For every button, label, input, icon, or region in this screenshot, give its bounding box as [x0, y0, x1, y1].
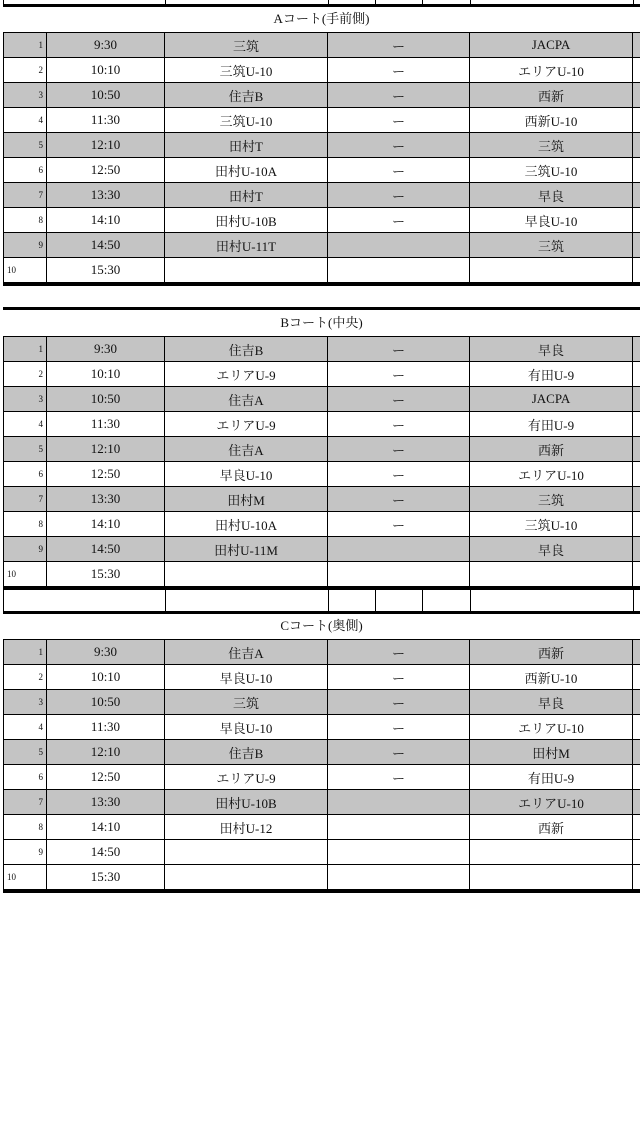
match-number: 9 — [4, 233, 47, 258]
away-team: エリアU-10 — [470, 715, 633, 740]
away-team: 有田U-9 — [470, 765, 633, 790]
match-number: 9 — [4, 840, 47, 865]
home-team: 田村U-11T — [165, 233, 328, 258]
away-team: 西新U-10 — [470, 665, 633, 690]
away-team: 西新 — [470, 83, 633, 108]
home-team — [165, 258, 328, 283]
home-team: 田村U-11M — [165, 537, 328, 562]
home-team: 田村U-10A — [165, 512, 328, 537]
versus-mark: ー — [328, 58, 470, 83]
versus-mark — [328, 865, 470, 890]
court-a-bottom-rule — [3, 283, 640, 286]
away-team: 早良 — [470, 183, 633, 208]
schedule-row — [4, 412, 640, 437]
versus-mark: ー — [328, 158, 470, 183]
home-team: 早良U-10 — [165, 665, 328, 690]
away-team: 早良 — [470, 690, 633, 715]
row-edge — [633, 665, 640, 690]
match-number: 4 — [4, 715, 47, 740]
versus-mark: ー — [328, 462, 470, 487]
row-edge — [633, 790, 640, 815]
home-team: 三筑 — [165, 33, 328, 58]
match-number: 5 — [4, 133, 47, 158]
home-team: エリアU-9 — [165, 362, 328, 387]
versus-mark — [328, 537, 470, 562]
match-number: 3 — [4, 387, 47, 412]
schedule-row — [4, 108, 640, 133]
row-edge — [633, 133, 640, 158]
away-team: エリアU-10 — [470, 790, 633, 815]
match-time: 9:30 — [47, 33, 165, 58]
away-team: エリアU-10 — [470, 462, 633, 487]
match-number: 4 — [4, 108, 47, 133]
schedule-row — [4, 58, 640, 83]
schedule-row — [4, 133, 640, 158]
schedule-row — [4, 840, 640, 865]
home-team: エリアU-9 — [165, 412, 328, 437]
versus-mark — [328, 562, 470, 587]
row-edge — [633, 33, 640, 58]
versus-mark: ー — [328, 690, 470, 715]
away-team: 三筑 — [470, 487, 633, 512]
match-number: 2 — [4, 58, 47, 83]
row-edge — [633, 362, 640, 387]
court-b-title: Bコート(中央) — [280, 315, 363, 330]
match-number: 5 — [4, 437, 47, 462]
match-number: 8 — [4, 512, 47, 537]
row-edge — [633, 715, 640, 740]
versus-mark — [328, 840, 470, 865]
match-time: 9:30 — [47, 640, 165, 665]
match-number: 1 — [4, 640, 47, 665]
match-time: 10:50 — [47, 690, 165, 715]
schedule-row — [4, 208, 640, 233]
schedule-row — [4, 665, 640, 690]
match-time: 12:10 — [47, 437, 165, 462]
versus-mark: ー — [328, 33, 470, 58]
match-time: 12:50 — [47, 765, 165, 790]
row-edge — [633, 58, 640, 83]
home-team — [165, 562, 328, 587]
match-time: 11:30 — [47, 108, 165, 133]
match-time: 11:30 — [47, 412, 165, 437]
away-team — [470, 258, 633, 283]
schedule-row — [4, 462, 640, 487]
row-edge — [633, 337, 640, 362]
match-number: 10 — [4, 258, 47, 283]
home-team: 住吉B — [165, 83, 328, 108]
row-edge — [633, 815, 640, 840]
court-c-title: Cコート(奥側) — [280, 618, 363, 633]
home-team — [165, 865, 328, 890]
row-edge — [633, 83, 640, 108]
row-edge — [633, 183, 640, 208]
row-edge — [633, 258, 640, 283]
match-time: 13:30 — [47, 487, 165, 512]
versus-mark: ー — [328, 512, 470, 537]
match-number: 2 — [4, 665, 47, 690]
versus-mark — [328, 233, 470, 258]
match-time: 14:50 — [47, 840, 165, 865]
home-team: 三筑 — [165, 690, 328, 715]
row-edge — [633, 840, 640, 865]
match-number: 3 — [4, 690, 47, 715]
match-time: 15:30 — [47, 865, 165, 890]
away-team: 西新 — [470, 815, 633, 840]
match-number: 6 — [4, 158, 47, 183]
home-team — [165, 840, 328, 865]
versus-mark: ー — [328, 715, 470, 740]
match-number: 7 — [4, 790, 47, 815]
match-number: 3 — [4, 83, 47, 108]
schedule-row — [4, 258, 640, 283]
match-time: 14:50 — [47, 233, 165, 258]
row-edge — [633, 537, 640, 562]
away-team: 三筑 — [470, 133, 633, 158]
court-b-top-rule — [3, 307, 640, 310]
court-a-schedule — [3, 32, 640, 283]
schedule-row — [4, 33, 640, 58]
schedule-row — [4, 158, 640, 183]
match-number: 5 — [4, 740, 47, 765]
match-time: 9:30 — [47, 337, 165, 362]
row-edge — [633, 512, 640, 537]
match-time: 14:50 — [47, 537, 165, 562]
row-edge — [633, 108, 640, 133]
match-time: 11:30 — [47, 715, 165, 740]
home-team: 田村U-10B — [165, 208, 328, 233]
match-number: 8 — [4, 815, 47, 840]
match-time: 10:10 — [47, 58, 165, 83]
schedule-row — [4, 790, 640, 815]
away-team: 田村M — [470, 740, 633, 765]
match-time: 10:50 — [47, 83, 165, 108]
home-team: 田村U-12 — [165, 815, 328, 840]
schedule-row — [4, 740, 640, 765]
row-edge — [633, 208, 640, 233]
away-team: 早良 — [470, 337, 633, 362]
row-edge — [633, 765, 640, 790]
away-team: 有田U-9 — [470, 362, 633, 387]
match-time: 12:10 — [47, 133, 165, 158]
match-time: 10:10 — [47, 362, 165, 387]
schedule-row — [4, 387, 640, 412]
schedule-row — [4, 337, 640, 362]
home-team: 田村M — [165, 487, 328, 512]
match-time: 13:30 — [47, 790, 165, 815]
row-edge — [633, 865, 640, 890]
match-number: 10 — [4, 562, 47, 587]
versus-mark — [328, 790, 470, 815]
row-edge — [633, 562, 640, 587]
away-team: JACPA — [470, 33, 633, 58]
match-number: 7 — [4, 183, 47, 208]
away-team: 三筑U-10 — [470, 158, 633, 183]
row-edge — [633, 387, 640, 412]
row-edge — [633, 158, 640, 183]
away-team: 西新 — [470, 437, 633, 462]
versus-mark: ー — [328, 337, 470, 362]
match-time: 12:10 — [47, 740, 165, 765]
versus-mark: ー — [328, 183, 470, 208]
away-team: 三筑 — [470, 233, 633, 258]
away-team: 西新 — [470, 640, 633, 665]
home-team: 田村T — [165, 133, 328, 158]
match-number: 7 — [4, 487, 47, 512]
match-number: 9 — [4, 537, 47, 562]
away-team: 早良U-10 — [470, 208, 633, 233]
match-time: 14:10 — [47, 208, 165, 233]
court-a-title: Aコート(手前側) — [273, 11, 370, 26]
court-b-schedule — [3, 336, 640, 587]
away-team: 早良 — [470, 537, 633, 562]
match-time: 15:30 — [47, 258, 165, 283]
court-b-spacer-row — [3, 590, 640, 611]
match-time: 13:30 — [47, 183, 165, 208]
versus-mark: ー — [328, 83, 470, 108]
row-edge — [633, 437, 640, 462]
schedule-row — [4, 765, 640, 790]
row-edge — [633, 462, 640, 487]
court-a-top-rule — [3, 4, 640, 7]
away-team — [470, 865, 633, 890]
home-team: エリアU-9 — [165, 765, 328, 790]
match-number: 8 — [4, 208, 47, 233]
home-team: 早良U-10 — [165, 462, 328, 487]
versus-mark: ー — [328, 387, 470, 412]
home-team: 住吉A — [165, 640, 328, 665]
row-edge — [633, 487, 640, 512]
versus-mark: ー — [328, 362, 470, 387]
match-number: 4 — [4, 412, 47, 437]
match-number: 2 — [4, 362, 47, 387]
home-team: 田村T — [165, 183, 328, 208]
row-edge — [633, 233, 640, 258]
away-team — [470, 562, 633, 587]
versus-mark: ー — [328, 208, 470, 233]
versus-mark: ー — [328, 665, 470, 690]
match-time: 15:30 — [47, 562, 165, 587]
home-team: 住吉B — [165, 740, 328, 765]
match-time: 14:10 — [47, 512, 165, 537]
away-team — [470, 840, 633, 865]
schedule-row — [4, 437, 640, 462]
court-c-schedule — [3, 639, 640, 890]
versus-mark — [328, 258, 470, 283]
away-team: エリアU-10 — [470, 58, 633, 83]
schedule-row — [4, 865, 640, 890]
home-team: 三筑U-10 — [165, 108, 328, 133]
away-team: 西新U-10 — [470, 108, 633, 133]
home-team: 住吉A — [165, 437, 328, 462]
row-edge — [633, 740, 640, 765]
schedule-row — [4, 183, 640, 208]
versus-mark: ー — [328, 133, 470, 158]
match-number: 10 — [4, 865, 47, 890]
schedule-row — [4, 815, 640, 840]
schedule-row — [4, 690, 640, 715]
schedule-row — [4, 362, 640, 387]
schedule-row — [4, 562, 640, 587]
versus-mark: ー — [328, 412, 470, 437]
match-time: 12:50 — [47, 158, 165, 183]
versus-mark: ー — [328, 765, 470, 790]
schedule-row — [4, 537, 640, 562]
versus-mark — [328, 815, 470, 840]
row-edge — [633, 640, 640, 665]
versus-mark: ー — [328, 437, 470, 462]
away-team: 有田U-9 — [470, 412, 633, 437]
schedule-row — [4, 715, 640, 740]
versus-mark: ー — [328, 640, 470, 665]
match-number: 1 — [4, 337, 47, 362]
home-team: 住吉B — [165, 337, 328, 362]
match-time: 12:50 — [47, 462, 165, 487]
match-time: 10:50 — [47, 387, 165, 412]
schedule-row — [4, 640, 640, 665]
home-team: 田村U-10A — [165, 158, 328, 183]
court-c-top-rule — [3, 611, 640, 614]
schedule-row — [4, 487, 640, 512]
row-edge — [633, 412, 640, 437]
match-number: 1 — [4, 33, 47, 58]
versus-mark: ー — [328, 487, 470, 512]
home-team: 三筑U-10 — [165, 58, 328, 83]
match-number: 6 — [4, 765, 47, 790]
home-team: 早良U-10 — [165, 715, 328, 740]
away-team: 三筑U-10 — [470, 512, 633, 537]
row-edge — [633, 690, 640, 715]
court-c-bottom-rule — [3, 890, 640, 893]
versus-mark: ー — [328, 740, 470, 765]
home-team: 田村U-10B — [165, 790, 328, 815]
match-time: 10:10 — [47, 665, 165, 690]
schedule-row — [4, 233, 640, 258]
schedule-row — [4, 83, 640, 108]
schedule-row — [4, 512, 640, 537]
home-team: 住吉A — [165, 387, 328, 412]
match-time: 14:10 — [47, 815, 165, 840]
away-team: JACPA — [470, 387, 633, 412]
match-number: 6 — [4, 462, 47, 487]
versus-mark: ー — [328, 108, 470, 133]
